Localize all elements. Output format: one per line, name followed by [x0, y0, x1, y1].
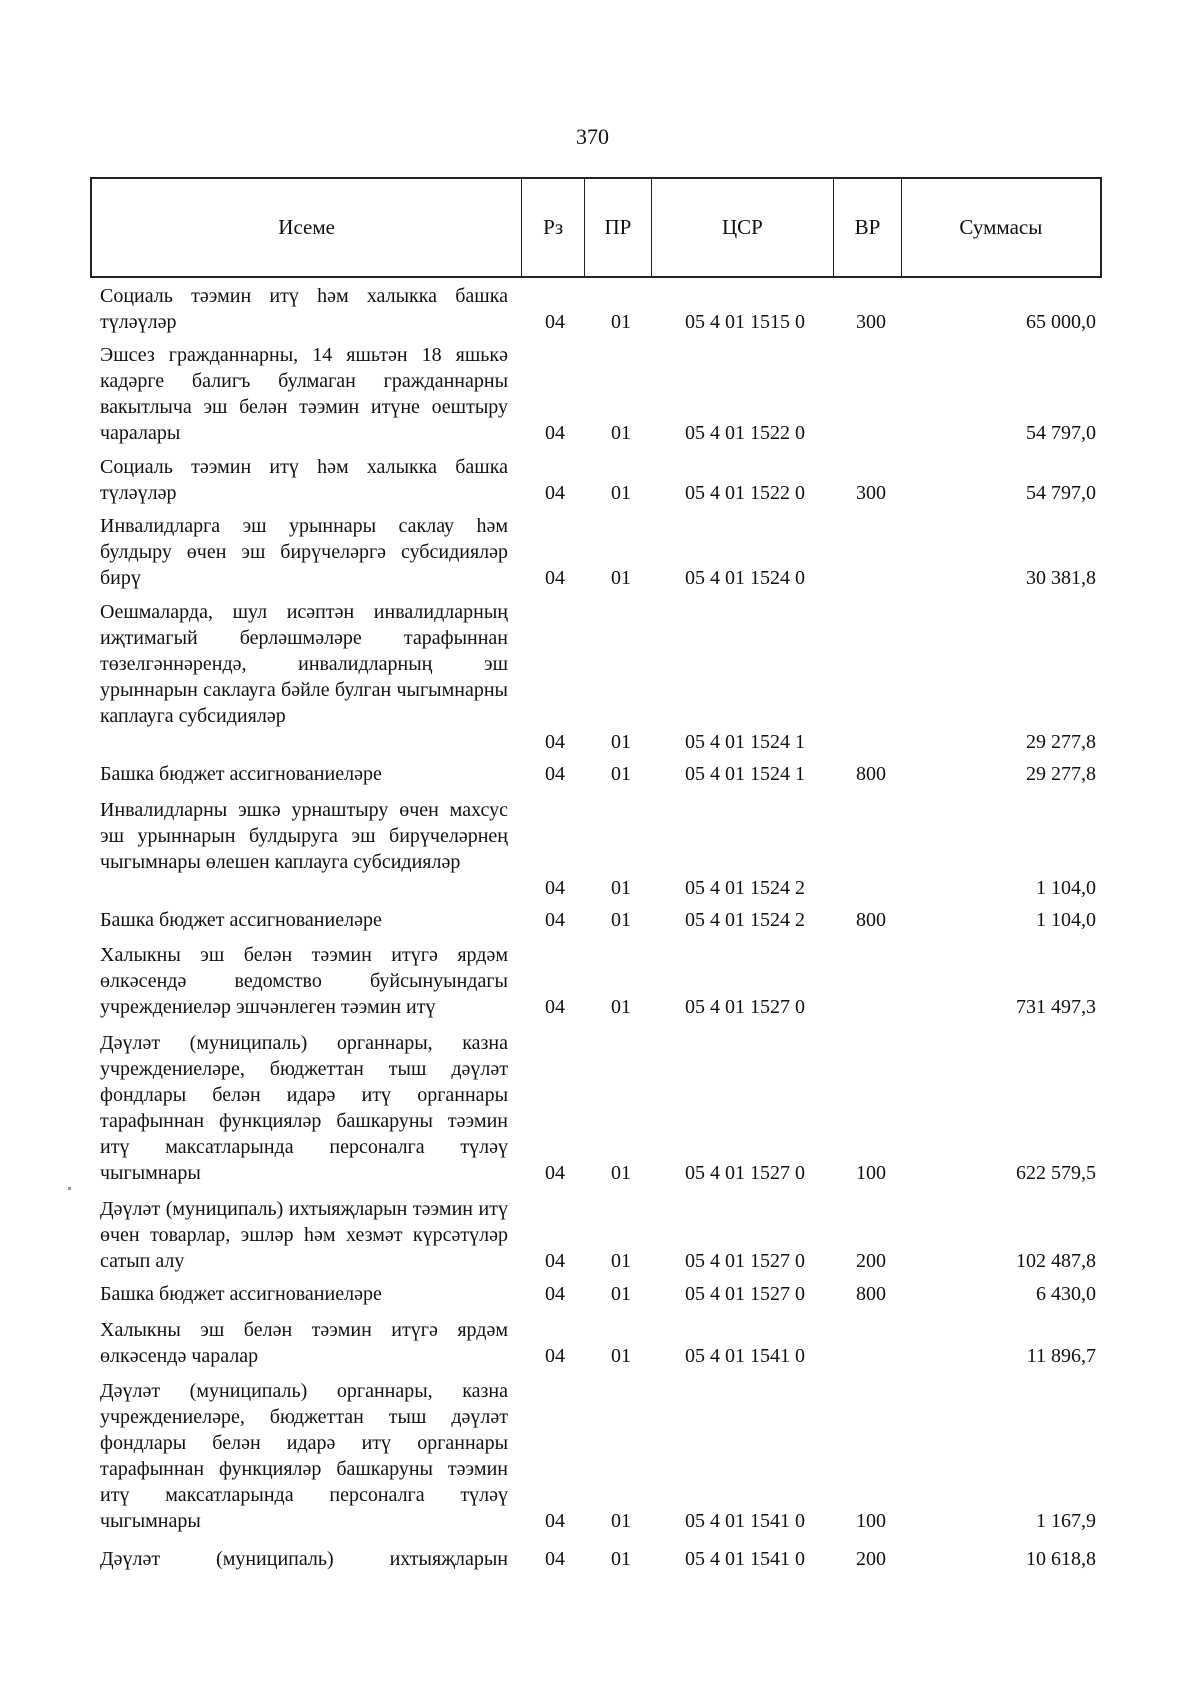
table-row	[0, 1196, 1200, 1274]
row-rz: 04	[545, 422, 565, 444]
row-csr: 05 4 01 1527 0	[685, 996, 805, 1018]
row-sum: 1 104,0	[1036, 877, 1096, 899]
row-rz: 04	[545, 1162, 565, 1184]
row-pr: 01	[611, 1548, 631, 1570]
header-pr: ПР	[585, 179, 652, 276]
row-pr: 01	[611, 311, 631, 333]
row-csr: 05 4 01 1522 0	[685, 422, 805, 444]
row-pr: 01	[611, 1250, 631, 1272]
row-rz: 04	[545, 909, 565, 931]
row-name: Дәүләт (муниципаль) органнары, казна учреждениеләре, бюджеттан тыш дәүләт фондлары белән идарә итү органнары тарафыннан функцияләр башкаруны тәэмин итү максатларында персоналга түләү чыгымнары	[100, 1032, 508, 1184]
row-pr: 01	[611, 909, 631, 931]
table-row	[0, 1378, 1200, 1534]
scan-speck	[68, 1187, 71, 1190]
row-rz: 04	[545, 1510, 565, 1532]
row-rz: 04	[545, 567, 565, 589]
row-pr: 01	[611, 422, 631, 444]
row-name: Оешмаларда, шул исәптән инвалидларның иҗтимагый берләшмәләре тарафыннан төзелгәннәрендә, инвалидларның эш урыннарын саклауга бәйле булган чыгымнарны каплауга субсидияләр	[100, 601, 508, 727]
row-name: Дәүләт (муниципаль) ихтыяҗларын	[100, 1548, 508, 1570]
row-pr: 01	[611, 1283, 631, 1305]
table-row	[0, 1030, 1200, 1186]
table-row	[0, 342, 1200, 446]
row-csr: 05 4 01 1524 1	[685, 763, 805, 785]
row-sum: 622 579,5	[1016, 1162, 1096, 1184]
header-name: Исеме	[92, 179, 522, 276]
table-row	[0, 1546, 1200, 1572]
table-row	[0, 513, 1200, 591]
row-vr: 100	[856, 1510, 886, 1532]
row-csr: 05 4 01 1524 1	[685, 731, 805, 753]
row-rz: 04	[545, 482, 565, 504]
row-name: Башка бюджет ассигнованиеләре	[100, 909, 382, 931]
row-pr: 01	[611, 1345, 631, 1367]
table-row	[0, 599, 1200, 755]
row-csr: 05 4 01 1527 0	[685, 1283, 805, 1305]
row-csr: 05 4 01 1527 0	[685, 1162, 805, 1184]
row-vr: 200	[856, 1250, 886, 1272]
row-name: Инвалидларны эшкә урнаштыру өчен махсус эш урыннарын булдыруга эш бирүчеләрнең чыгымнары өлешен каплауга субсидияләр	[100, 799, 508, 873]
row-name: Башка бюджет ассигнованиеләре	[100, 1283, 382, 1305]
row-vr: 300	[856, 311, 886, 333]
row-pr: 01	[611, 877, 631, 899]
row-name: Социаль тәэмин итү һәм халыкка башка түләүләр	[100, 285, 508, 333]
header-rz: Рз	[522, 179, 585, 276]
row-rz: 04	[545, 311, 565, 333]
row-sum: 54 797,0	[1026, 422, 1096, 444]
row-rz: 04	[545, 1345, 565, 1367]
header-sum: Суммасы	[959, 215, 1043, 239]
row-vr: 800	[856, 1283, 886, 1305]
row-name: Социаль тәэмин итү һәм халыкка башка түләүләр	[100, 456, 508, 504]
row-rz: 04	[545, 996, 565, 1018]
row-csr: 05 4 01 1541 0	[685, 1510, 805, 1532]
row-name: Дәүләт (муниципаль) ихтыяҗларын тәэмин итү өчен товарлар, эшләр һәм хезмәт күрсәтүләр сатып алу	[100, 1198, 508, 1272]
row-rz: 04	[545, 1283, 565, 1305]
row-sum: 54 797,0	[1026, 482, 1096, 504]
row-vr: 800	[856, 909, 886, 931]
header-csr: ЦСР	[652, 179, 834, 276]
row-sum: 10 618,8	[1026, 1548, 1096, 1570]
table-row	[0, 761, 1200, 787]
row-sum: 1 167,9	[1036, 1510, 1096, 1532]
row-sum: 65 000,0	[1026, 311, 1096, 333]
row-pr: 01	[611, 731, 631, 753]
table-row	[0, 1317, 1200, 1369]
row-vr: 300	[856, 482, 886, 504]
table-row	[0, 942, 1200, 1020]
table-header	[90, 177, 1102, 278]
table-row	[0, 797, 1200, 901]
row-name: Эшсез гражданнарны, 14 яшьтән 18 яшькә кадәрге балигъ булмаган гражданнарны вакытлыча эш белән тәэмин итүне оештыру чаралары	[100, 344, 508, 444]
row-name: Халыкны эш белән тәэмин итүгә ярдәм өлкәсендә ведомство буйсынуындагы учреждениеләр эшчәнлеген тәэмин итү	[100, 944, 508, 1018]
row-name: Дәүләт (муниципаль) органнары, казна учреждениеләре, бюджеттан тыш дәүләт фондлары белән идарә итү органнары тарафыннан функцияләр башкаруны тәэмин итү максатларында персоналга түләү чыгымнары	[100, 1380, 508, 1532]
row-pr: 01	[611, 996, 631, 1018]
row-rz: 04	[545, 1548, 565, 1570]
row-csr: 05 4 01 1524 2	[685, 909, 805, 931]
row-pr: 01	[611, 1510, 631, 1532]
table-row	[0, 454, 1200, 506]
row-pr: 01	[611, 763, 631, 785]
row-pr: 01	[611, 567, 631, 589]
row-csr: 05 4 01 1541 0	[685, 1345, 805, 1367]
row-name: Башка бюджет ассигнованиеләре	[100, 763, 382, 785]
table-row	[0, 283, 1200, 335]
row-sum: 29 277,8	[1026, 731, 1096, 753]
row-csr: 05 4 01 1527 0	[685, 1250, 805, 1272]
row-sum: 731 497,3	[1016, 996, 1096, 1018]
row-name: Инвалидларга эш урыннары саклау һәм булдыру өчен эш бирүчеләргә субсидияләр бирү	[100, 515, 508, 589]
row-vr: 200	[856, 1548, 886, 1570]
row-csr: 05 4 01 1522 0	[685, 482, 805, 504]
row-sum: 29 277,8	[1026, 763, 1096, 785]
row-rz: 04	[545, 1250, 565, 1272]
row-rz: 04	[545, 877, 565, 899]
row-csr: 05 4 01 1541 0	[685, 1548, 805, 1570]
row-csr: 05 4 01 1524 0	[685, 567, 805, 589]
row-name: Халыкны эш белән тәэмин итүгә ярдәм өлкәсендә чаралар	[100, 1319, 508, 1367]
row-pr: 01	[611, 1162, 631, 1184]
row-rz: 04	[545, 731, 565, 753]
row-vr: 100	[856, 1162, 886, 1184]
row-csr: 05 4 01 1524 2	[685, 877, 805, 899]
table-row	[0, 907, 1200, 933]
row-sum: 30 381,8	[1026, 567, 1096, 589]
row-sum: 102 487,8	[1016, 1250, 1096, 1272]
header-vr: ВР	[834, 179, 902, 276]
row-sum: 6 430,0	[1036, 1283, 1096, 1305]
row-sum: 11 896,7	[1026, 1345, 1096, 1367]
row-sum: 1 104,0	[1036, 909, 1096, 931]
row-csr: 05 4 01 1515 0	[685, 311, 805, 333]
page-number: 370	[576, 124, 609, 149]
row-pr: 01	[611, 482, 631, 504]
table-row	[0, 1281, 1200, 1307]
row-vr: 800	[856, 763, 886, 785]
row-rz: 04	[545, 763, 565, 785]
